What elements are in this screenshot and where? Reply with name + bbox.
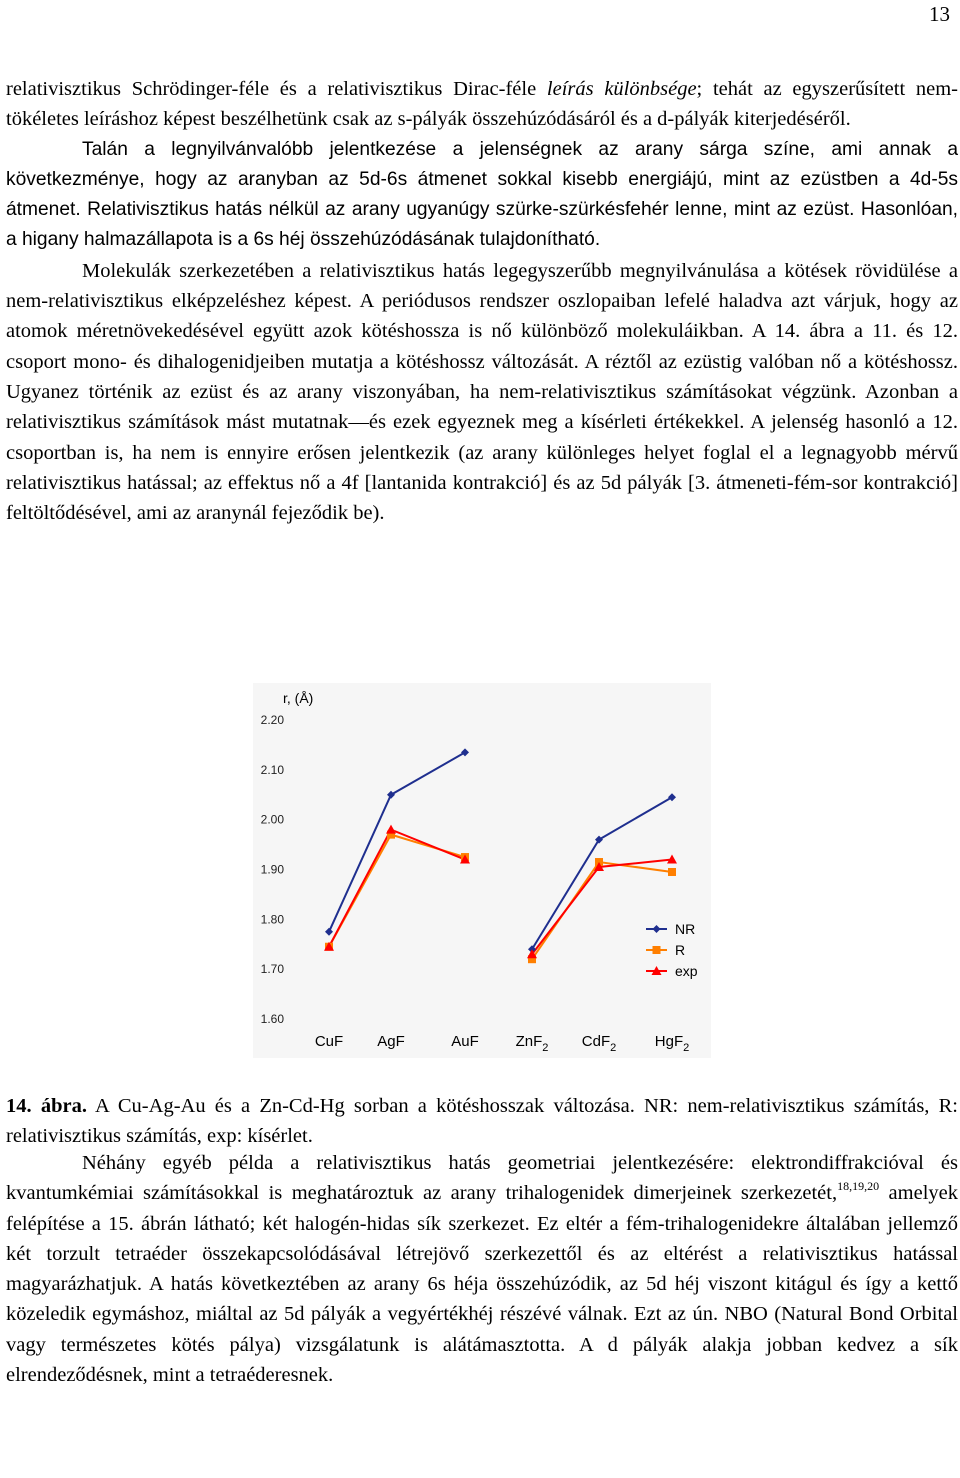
chart-svg (253, 683, 711, 1058)
figure-caption (6, 1091, 958, 1152)
x-tick-label: HgF$_2$ (654, 1033, 690, 1054)
paragraph-1-text: relativisztikus Schrödinger-féle és a relativisztikus Dirac-féle (6, 78, 547, 100)
legend-label-NR: NR (675, 921, 696, 937)
data-point-NR (461, 748, 469, 756)
series-line-R (532, 862, 672, 959)
paragraph-2: Talán a legnyilvánvalóbb jelentkezése a jelenségnek az arany sárga színe, ami annak a következménye, hogy az aranyban az 5d-6s átmenet sokkal kisebb energiájú, mint az ezüstben a 4d-5s átmenet. Relativisztikus hatás nélkül az arany ugyanúgy szürke-szürkésfehér lenne, mint az ezüst. Hasonlóan, a higany halmazállapota is a 6s héj összehúzódásának tulajdonítható. (6, 138, 958, 251)
paragraph-1-italic: leírás különbsége (546, 78, 697, 100)
y-tick-label: 2.20 (260, 713, 284, 727)
x-tick-label: CdF$_2$ (581, 1033, 617, 1054)
x-tick-label: AuF (451, 1033, 479, 1050)
bond-length-chart (253, 683, 711, 1058)
caption-text: A Cu-Ag-Au és a Zn-Cd-Hg sorban a kötéshosszak változása. NR: nem-relativisztikus számítás, R: relativisztikus számítás, exp: kísérlet. (6, 1095, 958, 1148)
body-text-bottom (6, 1148, 958, 1390)
paragraph-4-text: Néhány egyéb példa a relativisztikus hatás geometriai jelentkezésére: elektrondiffrakcióval és kvantumkémiai számításokkal is meghatároztuk az arany trihalogenidek dimerjeinek szerkezetét, (6, 1152, 958, 1205)
reference-superscript: 18,19,20 (837, 1179, 880, 1194)
caption-label: 14. ábra. (6, 1095, 87, 1117)
y-axis-label: r, (Å) (283, 690, 314, 706)
x-tick-label: ZnF$_2$ (515, 1033, 549, 1054)
data-point-NR (668, 793, 676, 801)
y-tick-label: 1.60 (260, 1012, 284, 1026)
data-point-exp (386, 825, 396, 834)
y-tick-label: 2.10 (260, 762, 284, 777)
paragraph-4-text-end: amelyek felépítése a 15. ábrán látható; két halogén-hidas sík szerkezet. Ez eltér a fém-trihalogenidekre általában jellemző két torzult tetraéder összekapcsolódásával létrejövő szerkezettől és az eltérést a relativisztikus hatással magyarázhatjuk. A hatás következtében az arany 6s héja összehúzódik, az 5d héj viszont kitágul és így a kettő közeledik egymáshoz, miáltal az 5d pályák a vegyértékhéj részévé válnak. Ezt az ún. NBO (Natural Bond Orbital vagy természetes kötés pálya) vizsgálatunk is alátámasztotta. A d pályák alakja jobban kedvez a sík elrendeződésnek, mint a tetraéderesnek. (6, 1182, 958, 1387)
y-tick-label: 1.90 (260, 862, 284, 877)
y-tick-label: 1.70 (260, 962, 284, 977)
data-point-NR (387, 791, 395, 799)
y-tick-label: 2.00 (260, 812, 284, 827)
series-line-NR (329, 752, 465, 931)
paragraph-3: Molekulák szerkezetében a relativisztikus hatás legegyszerűbb megnyilvánulása a kötések rövidülése a nem-relativisztikus elképzeléshez képest. A periódusos rendszer oszlopaiban lefelé haladva azt várjuk, hogy az atomok méretnövekedésével együtt azok kötéshossza is nő különböző molekuláikban. A 14. ábra a 11. és 12. csoport mono- és dihalogenidjeiben mutatja a kötéshossz változását. A réztől az ezüstig valóban nő a kötéshossz. Ugyanez történik az ezüst és az arany viszonyában, ha nem-relativisztikus számításokat végzünk. Azonban a relativisztikus számítások mást mutatnak—és ezek egyeznek meg a kísérleti értékekkel. A jelenség hasonló a 12. csoportban is, ha nem is ennyire erősen jelentkezik (az arany különleges helyet foglal el a legnagyobb mérvű relativisztikus hatással; az effektus nő a 4f [lantanida kontrakció] és az 5d pályák [3. átmeneti-fém-sor kontrakció] feltöltődésével, ami az aranynál fejeződik be). (6, 259, 958, 525)
y-tick-label: 1.80 (260, 912, 284, 927)
series-line-exp (532, 860, 672, 955)
legend-label-R: R (675, 942, 686, 958)
paragraph-4 (6, 1148, 958, 1390)
legend-marker-NR (653, 925, 661, 933)
page-number: 13 (929, 2, 950, 26)
data-point-NR (325, 928, 333, 936)
x-tick-label: CuF (314, 1033, 344, 1050)
paragraph-1 (6, 74, 958, 135)
x-tick-label: AgF (377, 1033, 405, 1050)
data-point-R (668, 868, 676, 876)
body-text-top (6, 74, 958, 528)
legend-label-exp: exp (675, 963, 698, 979)
paragraph-1-text-end: ; tehát az egyszerűsített nem-tökéletes leíráshoz képest beszélhetünk csak az s-pályák összehúzódásáról és a d-pályák kiterjedéséről. (6, 78, 958, 131)
legend-marker-R (653, 946, 661, 954)
